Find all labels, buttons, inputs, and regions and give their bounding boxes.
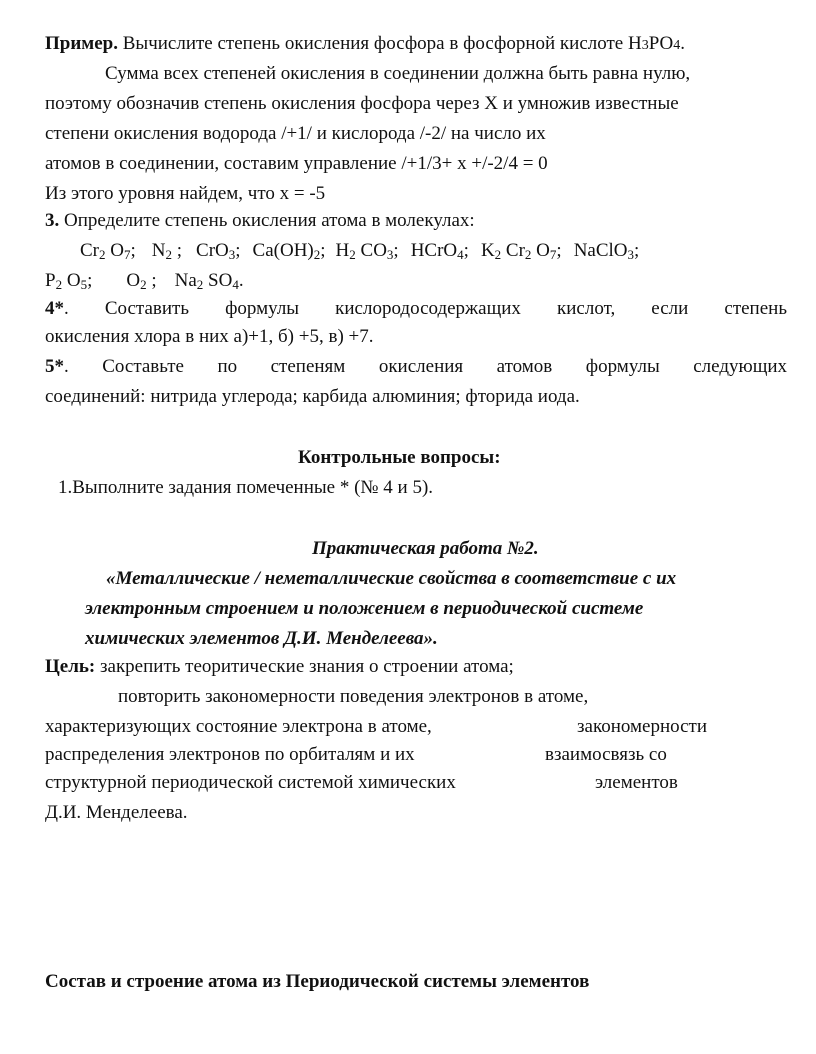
formula-subscript: 7 (549, 247, 557, 262)
task4-line1 (45, 298, 787, 320)
formula-subscript: 2 (524, 247, 532, 262)
goal-line5a: структурной периодической системой химических (45, 772, 456, 793)
goal-line2: повторить закономерности поведения электронов в атоме, (118, 686, 589, 707)
example-text: Вычислите степень окисления фосфора в фосфорной кислоте Н (122, 33, 642, 54)
formula-subscript: 5 (80, 277, 88, 292)
formula-text: ; (146, 270, 157, 291)
formula-subscript: 4 (232, 277, 239, 292)
practical-topic-line1: «Металлические / неметаллические свойства в соответствие с их (106, 568, 677, 589)
para1-line1: Сумма всех степеней окисления в соединении должна быть равна нулю, (105, 63, 691, 84)
task5-text-1: . Составьте по степеням окисления атомов формулы следующих (64, 356, 787, 377)
formula-text: CO (355, 240, 387, 261)
formula-text: NaClO (573, 240, 628, 261)
formula-text: SO (203, 270, 233, 291)
para1-line5: Из этого уровня найдем, что х = -5 (45, 183, 326, 204)
task4-text-1: . Составить формулы кислородосодержащих кислот, если степень (64, 298, 787, 319)
formula-subscript: 4 (457, 247, 464, 262)
task5-number: 5* (45, 356, 64, 377)
task5-line1 (45, 356, 787, 378)
formula-subscript: 3 (627, 247, 635, 262)
formula-text: N (151, 240, 166, 261)
formula-subscript: 2 (140, 277, 147, 292)
goal-line1 (45, 656, 514, 678)
para1-line4: атомов в соединении, составим управление /+1/3+ х +/-2/4 = 0 (45, 153, 548, 174)
para1-line3: степени окисления водорода /+1/ и кислорода /-2/ на число их (45, 123, 546, 144)
formula-formulas_line1-4 (336, 240, 399, 261)
task4-number: 4* (45, 298, 64, 319)
goal-line4a: распределения электронов по орбиталям и их (45, 744, 415, 765)
example-text-mid: РО (648, 33, 674, 54)
example-text-post: . (680, 33, 685, 54)
goal-line4b: взаимосвязь со (545, 744, 667, 765)
formula-text: . (238, 270, 244, 291)
goal-line3a: характеризующих состояние электрона в атоме, (45, 716, 432, 737)
formula-text: ; (320, 240, 326, 261)
task5-line2: соединений: нитрида углерода; карбида алюминия; фторида иода. (45, 386, 580, 407)
para1-line2: поэтому обозначив степень окисления фосфора через Х и умножив известные (45, 93, 679, 114)
formula-text: O (105, 240, 124, 261)
formula-text: ; (87, 270, 93, 291)
task3-line (45, 210, 475, 232)
formula-formulas_line1-1 (152, 240, 182, 261)
formula-text: P (45, 270, 56, 291)
example-label: Пример. (45, 33, 118, 54)
formula-formulas_line1-6 (481, 240, 562, 261)
formula-text: O (531, 240, 550, 261)
formula-text: CrO (196, 240, 229, 261)
formula-text: O (62, 270, 81, 291)
formula-text: Cr (501, 240, 525, 261)
practical-topic-line3: химических элементов Д.И. Менделеева». (85, 628, 438, 649)
task3-number: 3. (45, 210, 60, 231)
control-item: 1.Выполните задания помеченные * (№ 4 и 5). (58, 477, 434, 498)
formula-text: H (335, 240, 350, 261)
formula-text: O (126, 270, 141, 291)
formulas-line-1 (80, 240, 639, 262)
goal-line3b: закономерности (577, 716, 708, 737)
goal-text-1: закрепить теоритические знания о строении атома; (100, 656, 514, 677)
formula-text: ; (130, 240, 136, 261)
task3-text: Определите степень окисления атома в молекулах: (64, 210, 475, 231)
task4-line2: окисления хлора в них а)+1, б) +5, в) +7. (45, 326, 374, 347)
control-heading: Контрольные вопросы: (298, 447, 501, 468)
formula-formulas_line1-5 (411, 240, 469, 261)
practical-topic-line2: электронным строением и положением в периодической системе (85, 598, 644, 619)
formula-subscript: 2 (55, 277, 63, 292)
formula-text: ; (235, 240, 241, 261)
formula-subscript: 2 (349, 247, 356, 262)
formula-formulas_line2-1 (126, 270, 156, 291)
formula-formulas_line2-0 (45, 270, 92, 291)
formula-text: ; (393, 240, 399, 261)
formula-formulas_line1-7 (574, 240, 640, 261)
formula-text: ; (634, 240, 640, 261)
formula-subscript: 2 (99, 247, 106, 262)
formula-text: Ca(OH) (252, 240, 314, 261)
formula-text: Cr (80, 240, 99, 261)
formula-formulas_line1-0 (80, 240, 136, 261)
goal-line5b: элементов (595, 772, 678, 793)
goal-label: Цель: (45, 656, 96, 677)
example-sub-4: 4 (673, 38, 681, 53)
example-sub-3: 3 (641, 38, 649, 53)
formula-formulas_line2-2 (175, 270, 244, 291)
formula-subscript: 2 (313, 247, 321, 262)
goal-line6: Д.И. Менделеева. (45, 802, 188, 823)
formula-subscript: 2 (196, 277, 204, 292)
formula-subscript: 2 (494, 247, 502, 262)
formula-text: K (480, 240, 495, 261)
example-line (45, 33, 685, 57)
formula-formulas_line1-2 (196, 240, 241, 261)
section-heading: Состав и строение атома из Периодической системы элементов (45, 971, 590, 992)
formula-text: ; (556, 240, 562, 261)
formula-text: ; (172, 240, 183, 261)
formula-formulas_line1-3 (253, 240, 326, 261)
formulas-line-2 (45, 270, 244, 292)
formula-subscript: 3 (386, 247, 394, 262)
formula-text: ; (463, 240, 469, 261)
formula-text: Na (174, 270, 197, 291)
formula-subscript: 2 (165, 247, 172, 262)
formula-subscript: 3 (228, 247, 236, 262)
formula-text: HCrO (410, 240, 458, 261)
practical-title: Практическая работа №2. (312, 538, 539, 559)
formula-subscript: 7 (123, 247, 131, 262)
